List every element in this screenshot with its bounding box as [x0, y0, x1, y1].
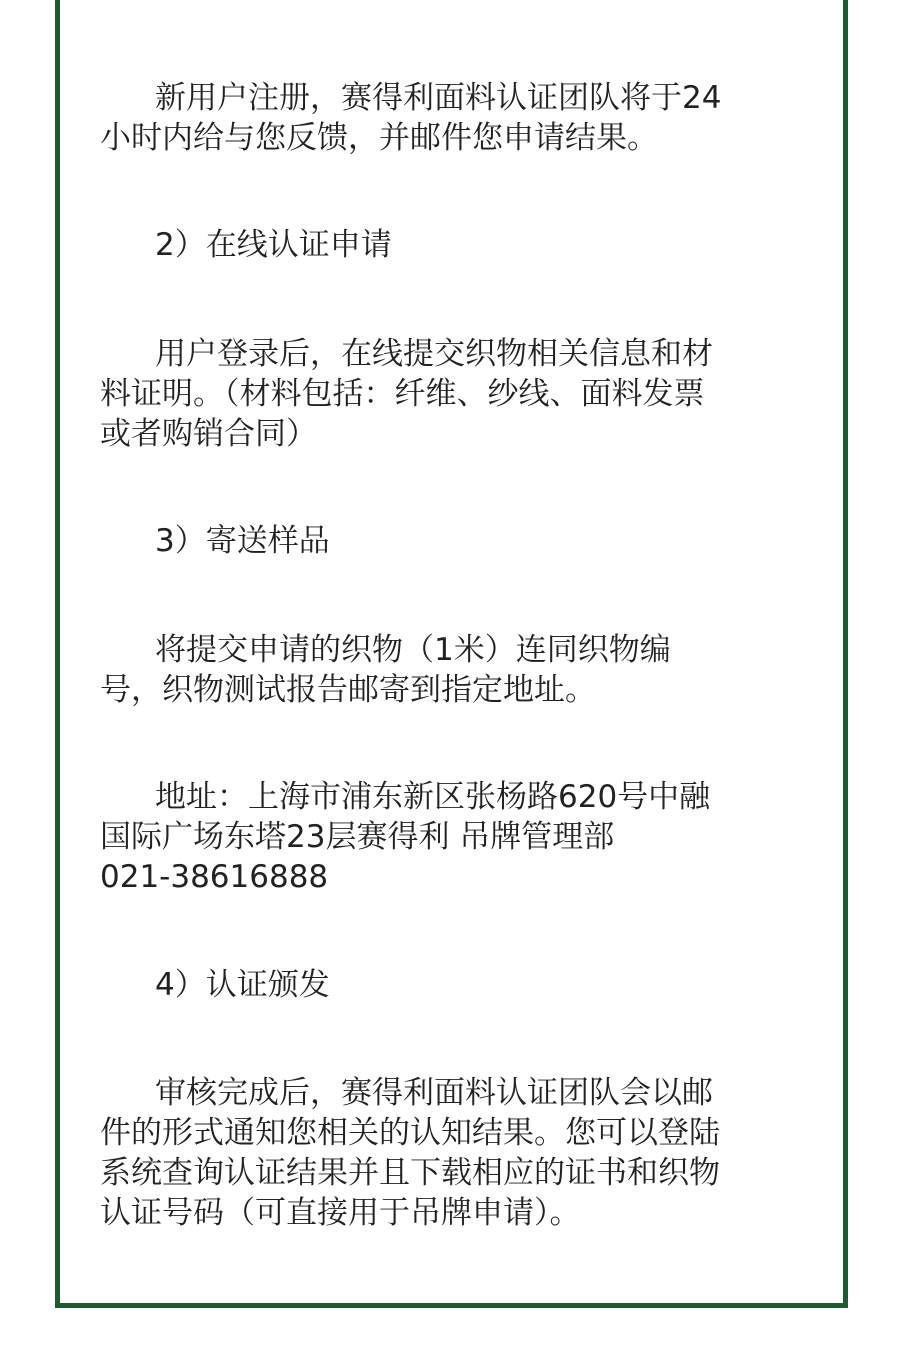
register-paragraph [100, 78, 721, 158]
register-line-2: 小时内给与您反馈，并邮件您申请结果。 [100, 120, 658, 156]
step2-line-3: 或者购销合同） [100, 416, 317, 452]
step4-line-3: 系统查询认证结果并且下载相应的证书和织物 [100, 1155, 720, 1191]
step3-line-1: 将提交申请的织物（1米）连同织物编 [155, 632, 671, 668]
step2-heading-text: 2）在线认证申请 [155, 227, 392, 263]
address-line-1: 地址：上海市浦东新区张杨路620号中融 [155, 779, 711, 815]
address-line-2: 国际广场东塔23层赛得利 吊牌管理部 [100, 819, 615, 855]
step2-line-2: 料证明。（材料包括：纤维、纱线、面料发票 [100, 376, 705, 412]
step2-heading [100, 225, 392, 265]
step2-line-1: 用户登录后，在线提交织物相关信息和材 [155, 336, 713, 372]
address-phone: 021-38616888 [100, 859, 329, 895]
step4-heading [100, 965, 330, 1005]
step4-line-2: 件的形式通知您相关的认知结果。您可以登陆 [100, 1115, 720, 1151]
step2-paragraph [100, 334, 713, 454]
step4-heading-text: 4）认证颁发 [155, 967, 330, 1003]
step3-paragraph [100, 630, 671, 710]
step4-paragraph [100, 1073, 720, 1233]
step4-line-1: 审核完成后，赛得利面料认证团队会以邮 [155, 1075, 713, 1111]
step3-line-2: 号，织物测试报告邮寄到指定地址。 [100, 672, 596, 708]
step4-line-4: 认证号码（可直接用于吊牌申请）。 [100, 1195, 581, 1231]
step3-heading [100, 521, 330, 561]
register-line-1: 新用户注册，赛得利面料认证团队将于24 [155, 80, 722, 116]
address-block [100, 777, 710, 897]
step3-heading-text: 3）寄送样品 [155, 523, 330, 559]
